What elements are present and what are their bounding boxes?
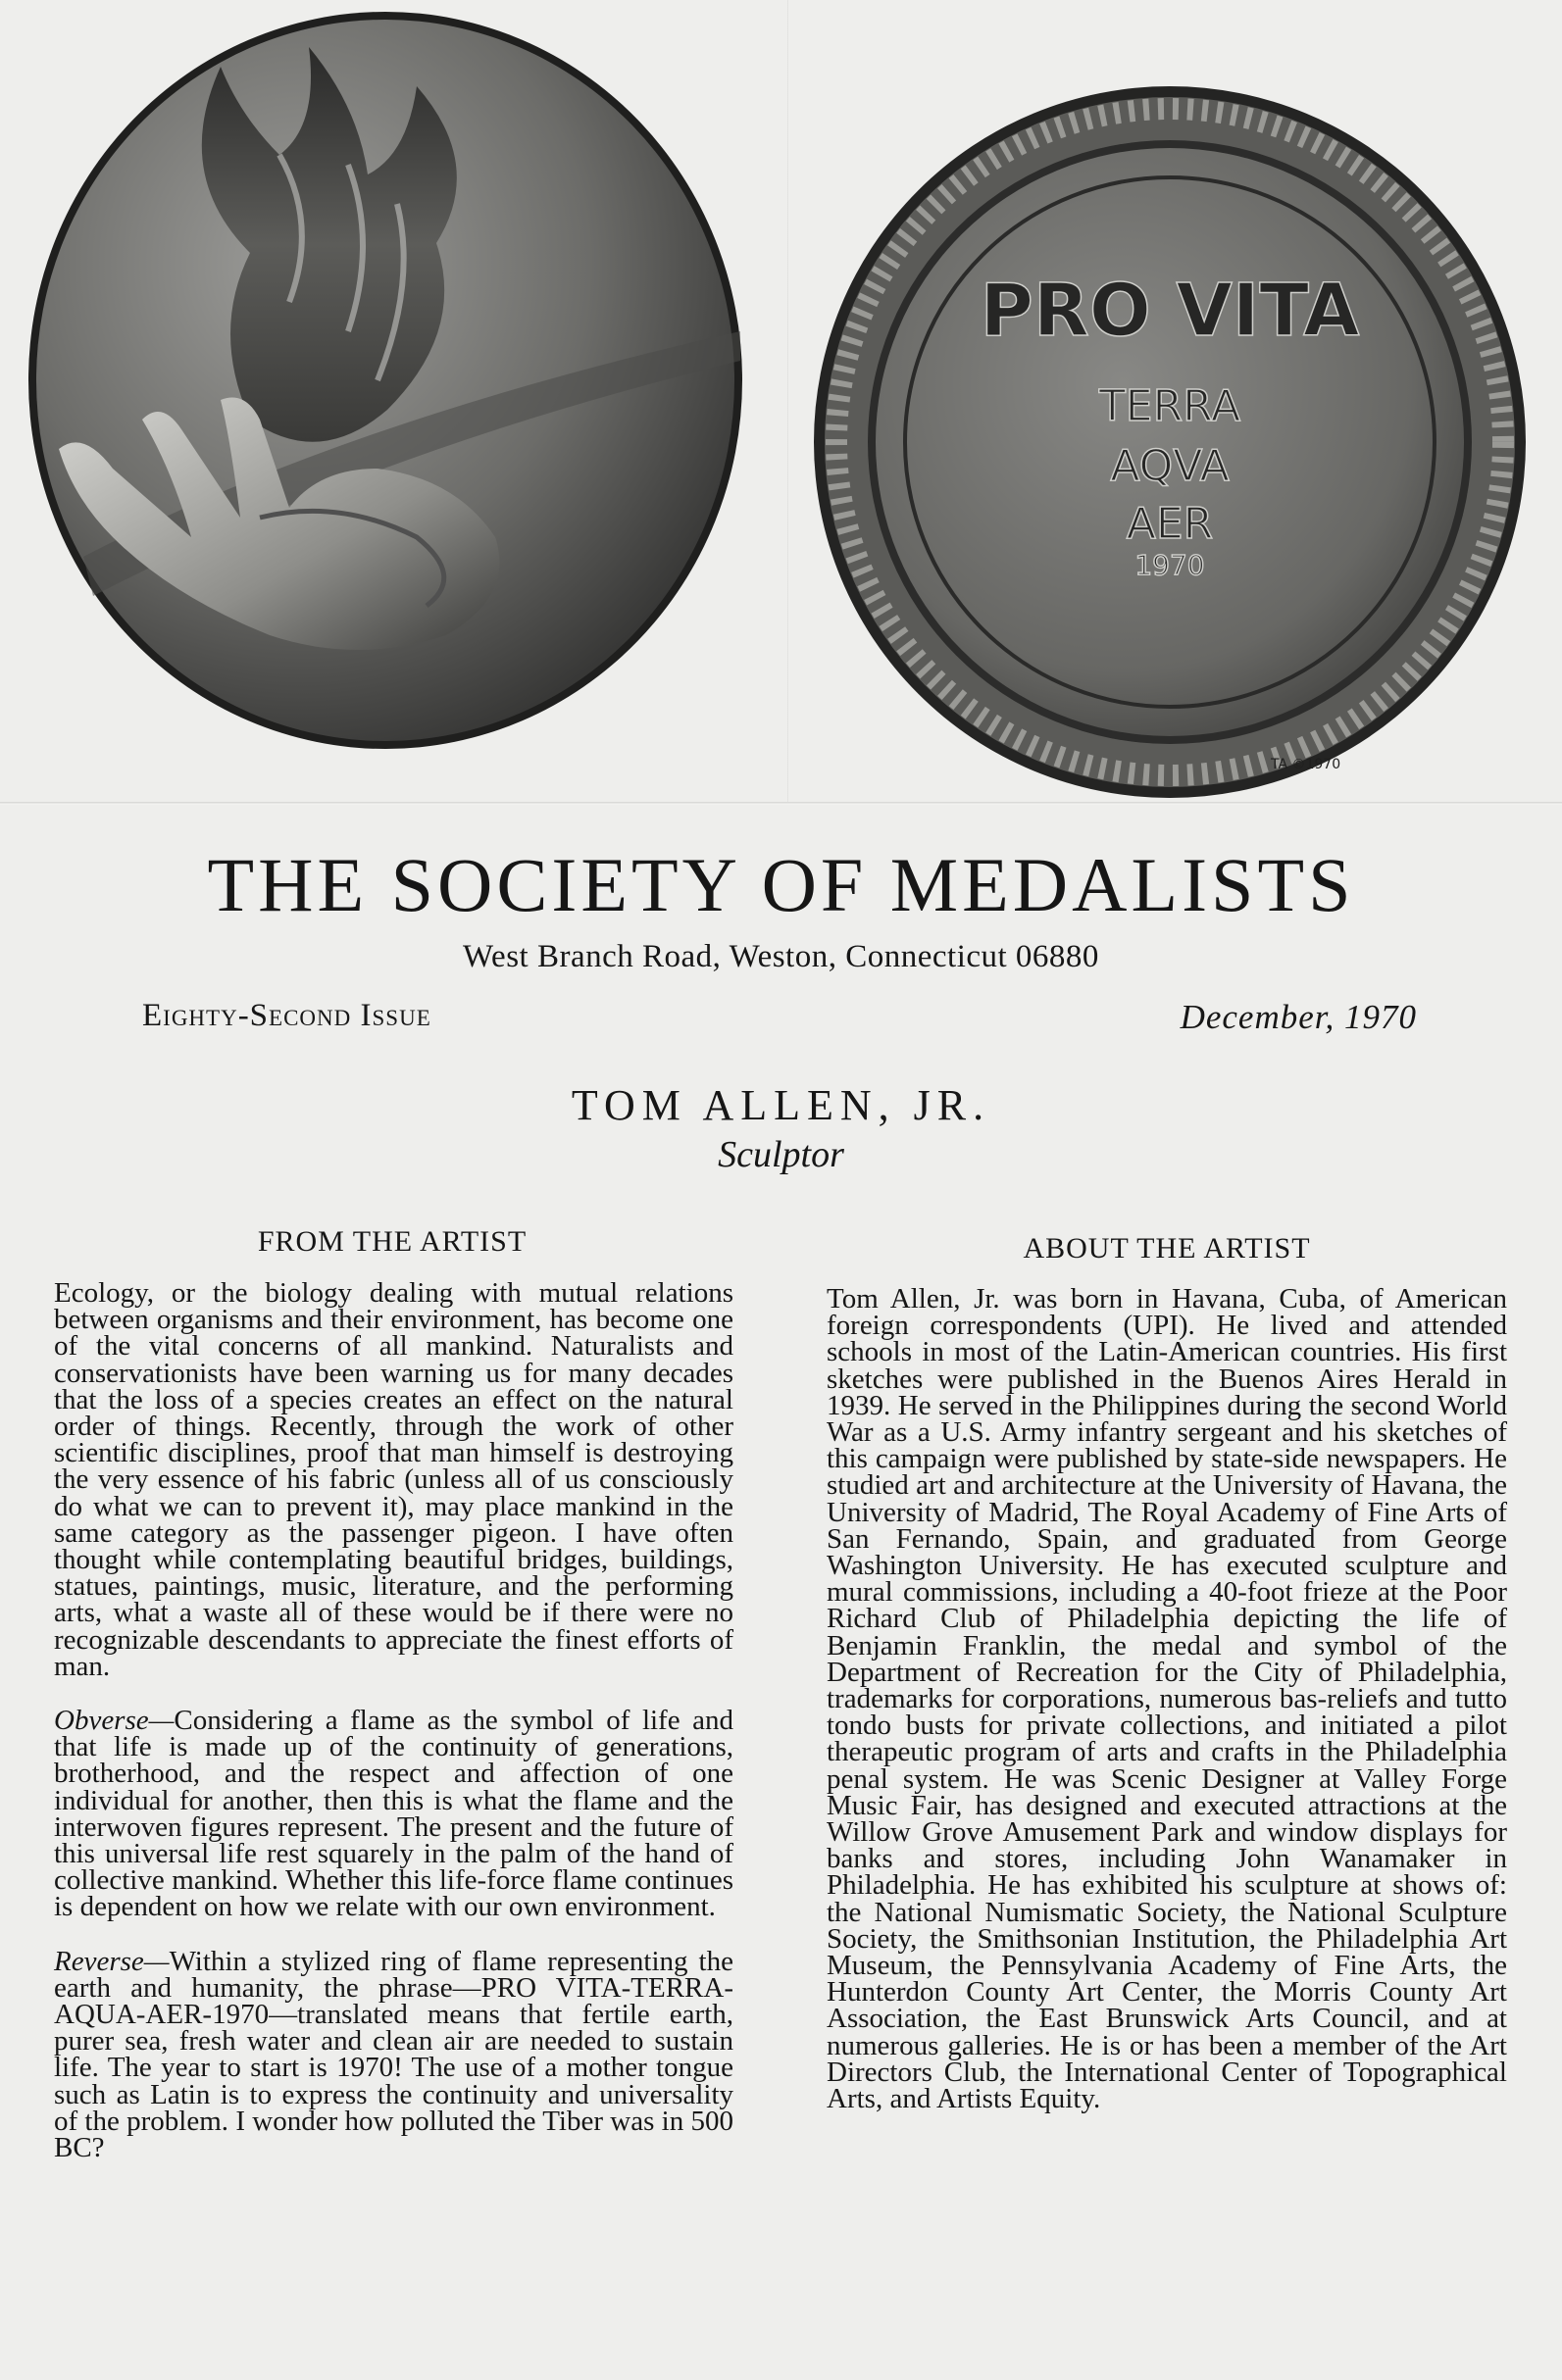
medal-signature: TA ©1970 [1271,757,1341,772]
from-the-artist-column [54,1277,733,2189]
society-address: West Branch Road, Weston, Connecticut 06880 [463,939,1099,974]
reverse-paragraph [54,1945,733,2164]
from-the-artist-heading: FROM THE ARTIST [257,1225,528,1258]
intro-paragraph: Ecology, or the biology dealing with mutual relations between organisms and their environment, has become one of the vital concerns of all mankind. Naturalists and conservationists have been warning us for many decades that the loss of a species creates an effect on the natural order of things. Recently, through the work of other scientific disciplines, proof that man himself is destroying the very essence of his fabric (unless all of us consciously do what we can to prevent it), may place mankind in the same category as the passenger pigeon. I have often thought while contemplating beautiful bridges, buildings, statues, paintings, music, literature, and the performing arts, what a waste all of these would be if there were no recognizable descendants to appreciate the finest efforts of man. [54,1277,733,1682]
issue-number: Eighty-Second Issue [142,998,431,1033]
paper-fold-vertical [787,0,789,804]
medal-inscription-terra: TERRA [1098,381,1241,431]
medal-inscription-pro-vita: PRO VITA [980,269,1360,353]
medal-inscription-aer: AER [1126,499,1214,549]
about-the-artist-column [827,1283,1507,2140]
issue-date: December, 1970 [1180,998,1417,1036]
paper-fold-horizontal [0,802,1562,805]
reverse-medal-image [810,82,1530,802]
artist-role: Sculptor [718,1134,844,1175]
society-title: THE SOCIETY OF MEDALISTS [207,842,1355,927]
reverse-lead: Reverse— [54,1945,170,1977]
artist-name: TOM ALLEN, JR. [571,1081,991,1129]
medal-inscription-year: 1970 [1134,549,1205,581]
medal-inscription-aqva: AQVA [1110,441,1230,491]
about-the-artist-heading: ABOUT THE ARTIST [1023,1232,1311,1264]
obverse-lead: Obverse— [54,1705,175,1737]
obverse-paragraph [54,1705,733,1923]
obverse-medal-image [25,8,746,753]
reverse-text: Within a stylized ring of flame representing the earth and humanity, the phrase—PRO VITA-TERRA-AQUA-AER-1970—translated means that fertile earth, purer sea, fresh water and clean air are needed to sustain life. The year to start is 1970! The use of a mother tongue such as Latin is to express the continuity and universality of the problem. I wonder how polluted the Tiber was in 500 BC? [54,1945,733,2164]
obverse-text: Considering a flame as the symbol of life and that life is made up of the continuity of generations, brotherhood, and the respect and affection of one individual for another, then this is what the flame and the interwoven figures represent. The present and the future of this universal life rest squarely in the palm of the hand of collective mankind. Whether this life-force flame continues is dependent on how we relate with our own environment. [54,1705,733,1923]
biography-paragraph: Tom Allen, Jr. was born in Havana, Cuba, of American foreign correspondents (UPI). He lived and attended schools in most of the Latin-American countries. His first sketches were published in the Buenos Aires Herald in 1939. He served in the Philippines during the second World War as a U.S. Army infantry sergeant and his sketches of this campaign were published by state-side newspapers. He studied art and architecture at the University of Havana, the University of Madrid, The Royal Academy of Fine Arts of San Fernando, Spain, and graduated from George Washington University. He has executed sculpture and mural commissions, including a 40-foot frieze at the Poor Richard Club of Philadelphia depicting the life of Benjamin Franklin, the medal and symbol of the Department of Recreation for the City of Philadelphia, trademarks for corporations, numerous bas-reliefs and tutto tondo busts for private collections, and initiated a pilot therapeutic program of arts and crafts in the Philadelphia penal system. He was Scenic Designer at Valley Forge Music Fair, has designed and executed attractions at the Willow Grove Amusement Park and window displays for banks and stores, including John Wanamaker in Philadelphia. He has exhibited his sculpture at shows of: the National Numismatic Society, the National Sculpture Society, the Smithsonian Institution, the Philadelphia Art Museum, the Pennsylvania Academy of Fine Arts, the Hunterdon County Art Center, the Morris County Art Association, the East Brunswick Arts Council, and at numerous galleries. He is or has been a member of the Art Directors Club, the International Center of Topographical Arts, and Artists Equity. [827,1283,1507,2115]
